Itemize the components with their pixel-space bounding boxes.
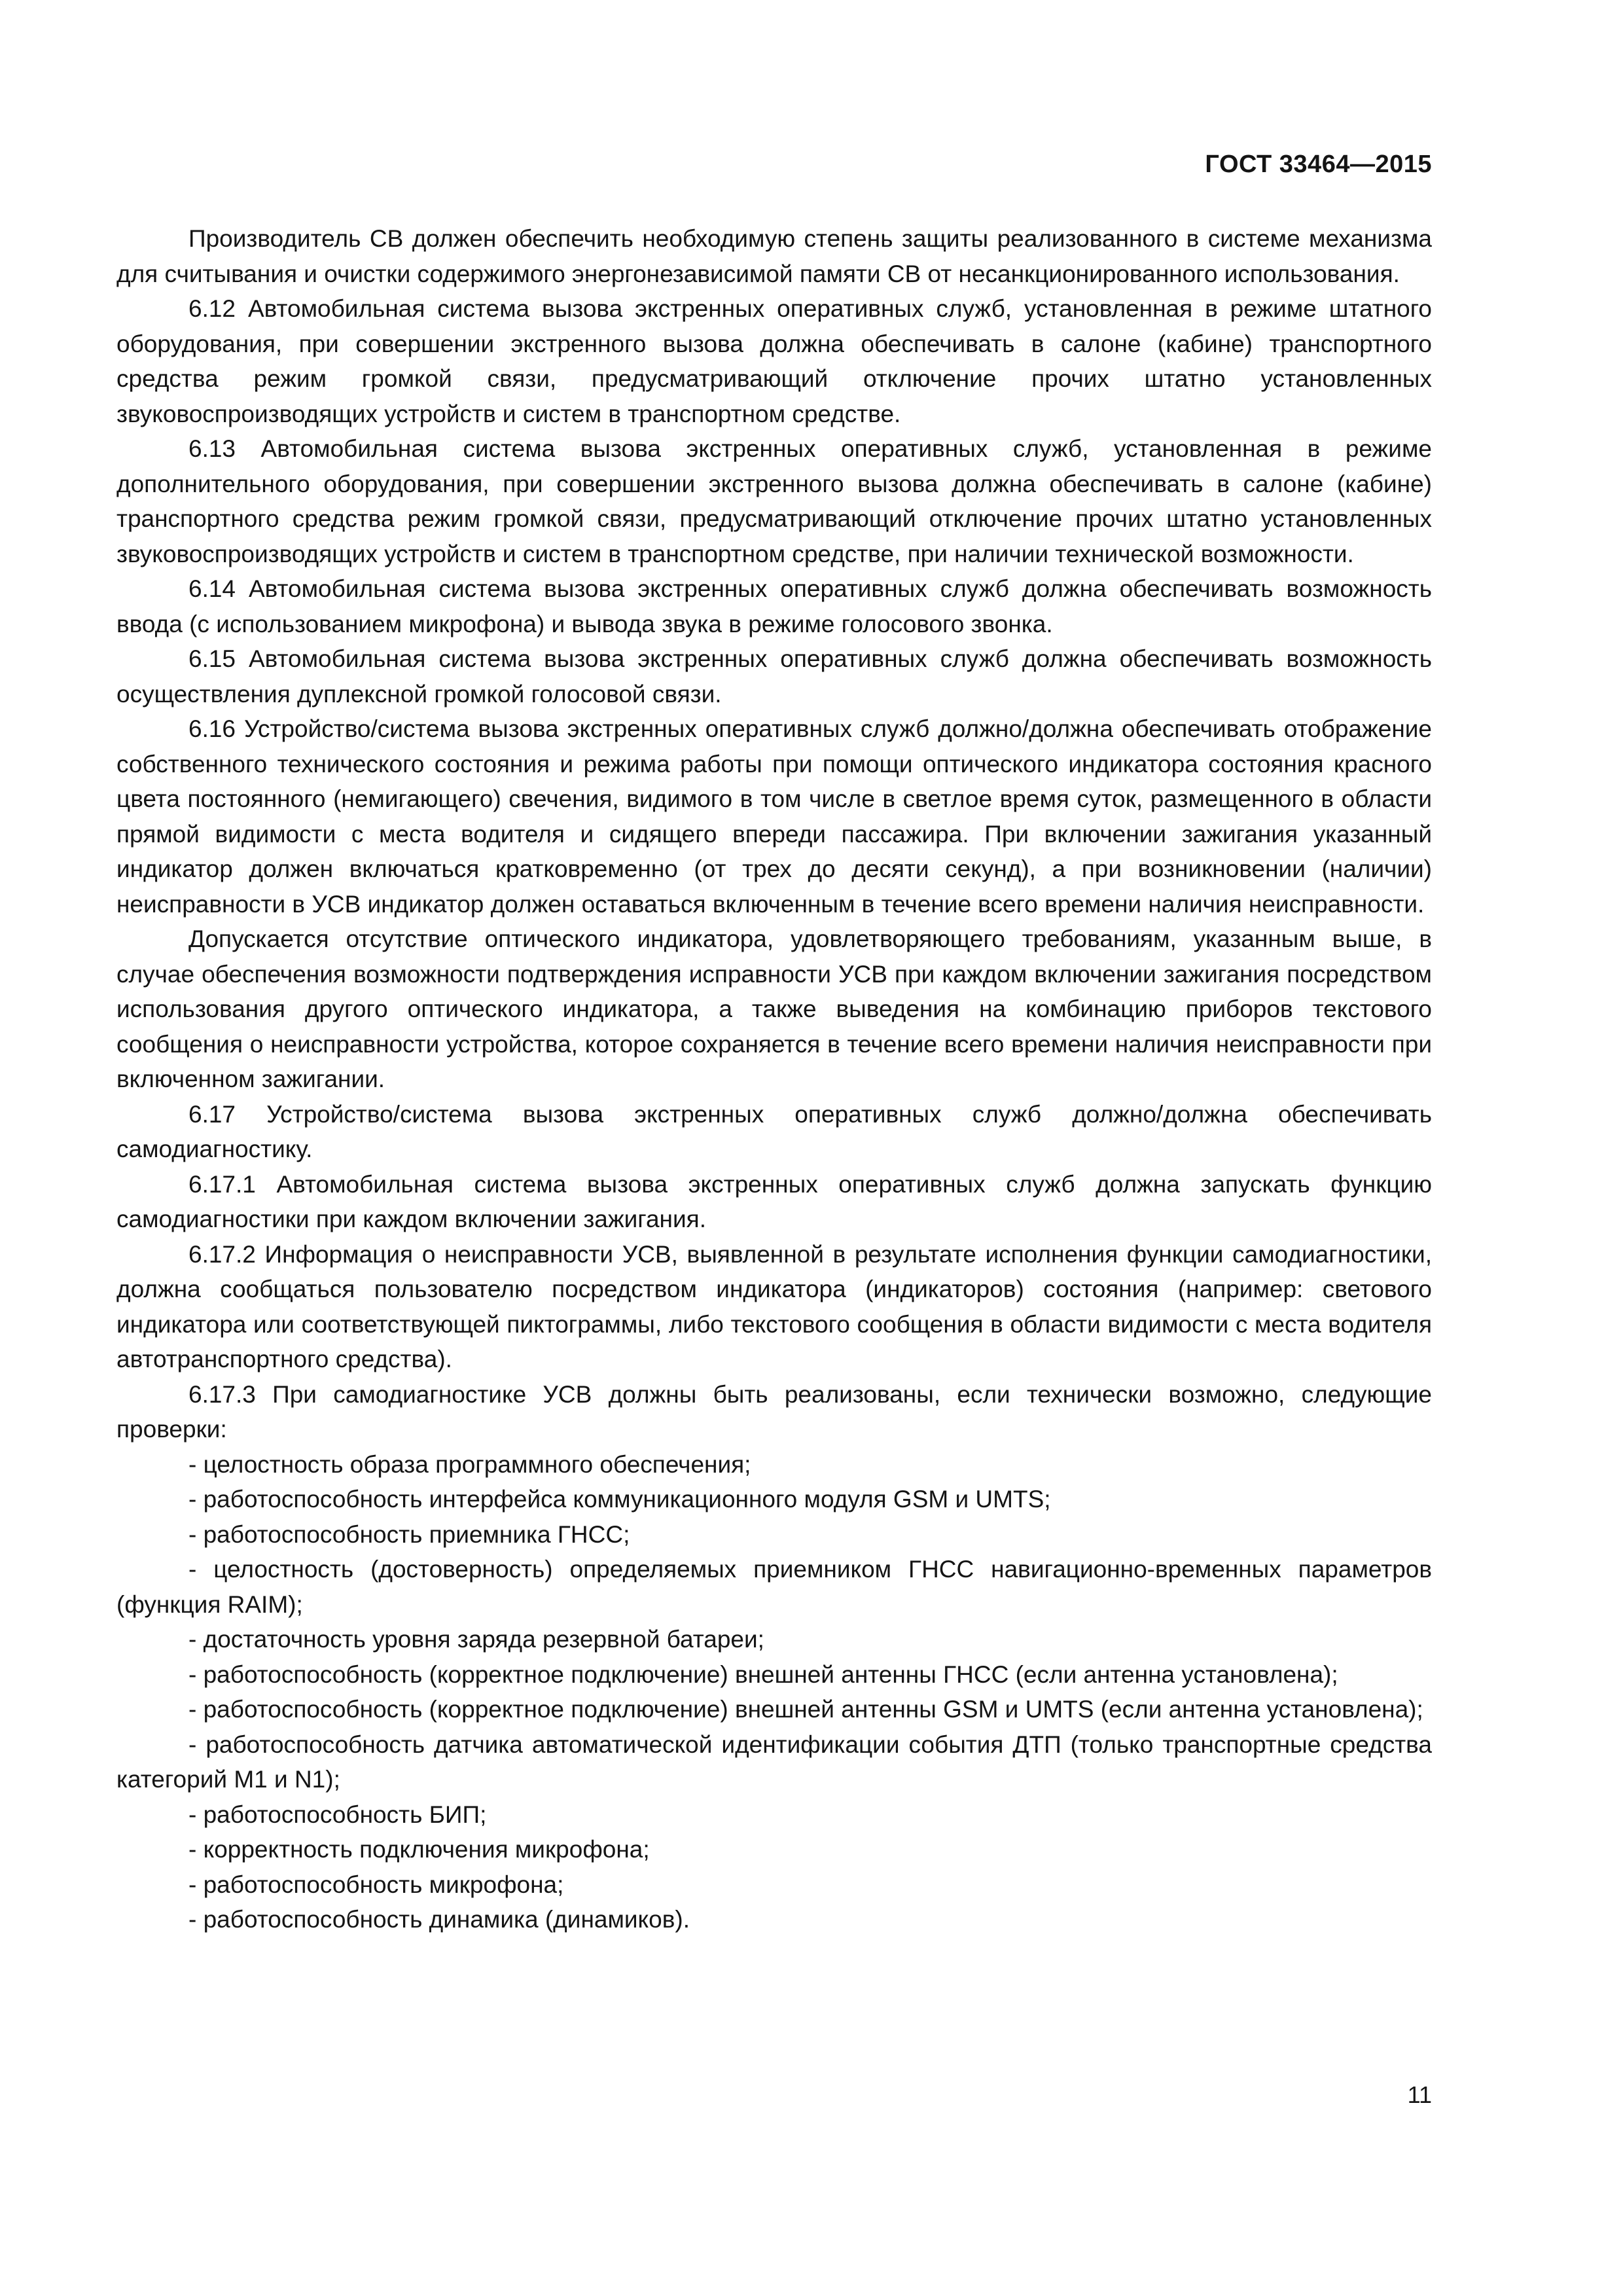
- list-item: - достаточность уровня заряда резервной батареи;: [188, 1626, 764, 1653]
- document-body: [116, 221, 1432, 1937]
- paragraph-6-16: 6.16 Устройство/система вызова экстренных оперативных служб должно/должна обеспечивать отображение собственного технического состояния и режима работы при помощи оптического индикатора состояния красного цвета постоянного (немигающего) свечения, видимого в том числе в светлое время суток, размещенного в области прямой видимости с места водителя и сидящего впереди пассажира. При включении зажигания указанный индикатор должен включаться кратковременно (от трех до десяти секунд), а при возникновении (наличии) неисправности в УСВ индикатор должен оставаться включенным в течение всего времени наличия неисправности.: [116, 715, 1432, 918]
- list-item: - работоспособность (корректное подключение) внешней антенны ГНСС (если антенна установлена);: [188, 1660, 1338, 1688]
- checks-list: [116, 1447, 1432, 1937]
- paragraph-6-17: 6.17 Устройство/система вызова экстренных оперативных служб должно/должна обеспечивать самодиагностику.: [116, 1100, 1432, 1162]
- list-item: - работоспособность интерфейса коммуникационного модуля GSM и UMTS;: [188, 1486, 1051, 1513]
- paragraph-6-12: 6.12 Автомобильная система вызова экстренных оперативных служб, установленная в режиме штатного оборудования, при совершении экстренного вызова должна обеспечивать в салоне (кабине) транспортного средства режим громкой связи, предусматривающий отключение прочих штатно установленных звуковоспроизводящих устройств и систем в транспортном средстве.: [116, 295, 1432, 427]
- paragraph-6-14: 6.14 Автомобильная система вызова экстренных оперативных служб должна обеспечивать возможность ввода (с использованием микрофона) и вывода звука в режиме голосового звонка.: [116, 575, 1432, 637]
- list-item: - работоспособность БИП;: [188, 1801, 487, 1828]
- paragraph-6-13: 6.13 Автомобильная система вызова экстренных оперативных служб, установленная в режиме дополнительного оборудования, при совершении экстренного вызова должна обеспечивать в салоне (кабине) транспортного средства режим громкой связи, предусматривающий отключение прочих штатно установленных звуковоспроизводящих устройств и систем в транспортном средстве, при наличии технической возможности.: [116, 435, 1432, 567]
- list-item: - работоспособность (корректное подключение) внешней антенны GSM и UMTS (если антенна установлена);: [188, 1696, 1423, 1723]
- list-item: - корректность подключения микрофона;: [188, 1836, 650, 1863]
- paragraph-6-17-1: 6.17.1 Автомобильная система вызова экстренных оперативных служб должна запускать функцию самодиагностики при каждом включении зажигания.: [116, 1170, 1432, 1232]
- paragraph-6-17-2: 6.17.2 Информация о неисправности УСВ, выявленной в результате исполнения функции самодиагностики, должна сообщаться пользователю посредством индикатора (индикаторов) состояния (например: светового индикатора или соответствующей пиктограммы, либо текстового сообщения в области видимости с места водителя автотранспортного средства).: [116, 1240, 1432, 1372]
- page-number: 11: [1407, 2081, 1432, 2108]
- document-header: ГОСТ 33464—2015: [1205, 151, 1432, 178]
- list-item: - работоспособность датчика автоматической идентификации события ДТП (только транспортные средства категорий M1 и N1);: [116, 1731, 1432, 1793]
- paragraph-data-protection: Производитель СВ должен обеспечить необходимую степень защиты реализованного в системе механизма для считывания и очистки содержимого энергонезависимой памяти СВ от несанкционированного использования.: [116, 225, 1432, 287]
- paragraph-6-17-3: 6.17.3 При самодиагностике УСВ должны быть реализованы, если технически возможно, следующие проверки:: [116, 1380, 1432, 1443]
- list-item: - целостность (достоверность) определяемых приемником ГНСС навигационно-временных параметров (функция RAIM);: [116, 1556, 1432, 1618]
- list-item: - работоспособность приемника ГНСС;: [188, 1520, 630, 1548]
- list-item: - работоспособность микрофона;: [188, 1871, 564, 1898]
- list-item: - работоспособность динамика (динамиков).: [188, 1906, 690, 1933]
- paragraph-indicator-alternative: Допускается отсутствие оптического индикатора, удовлетворяющего требованиям, указанным выше, в случае обеспечения возможности подтверждения исправности УСВ при каждом включении зажигания посредством использования другого оптического индикатора, а также выведения на комбинацию приборов текстового сообщения о неисправности устройства, которое сохраняется в течение всего времени наличия неисправности при включенном зажигании.: [116, 925, 1432, 1092]
- list-item: - целостность образа программного обеспечения;: [188, 1450, 751, 1478]
- paragraph-6-15: 6.15 Автомобильная система вызова экстренных оперативных служб должна обеспечивать возможность осуществления дуплексной громкой голосовой связи.: [116, 645, 1432, 708]
